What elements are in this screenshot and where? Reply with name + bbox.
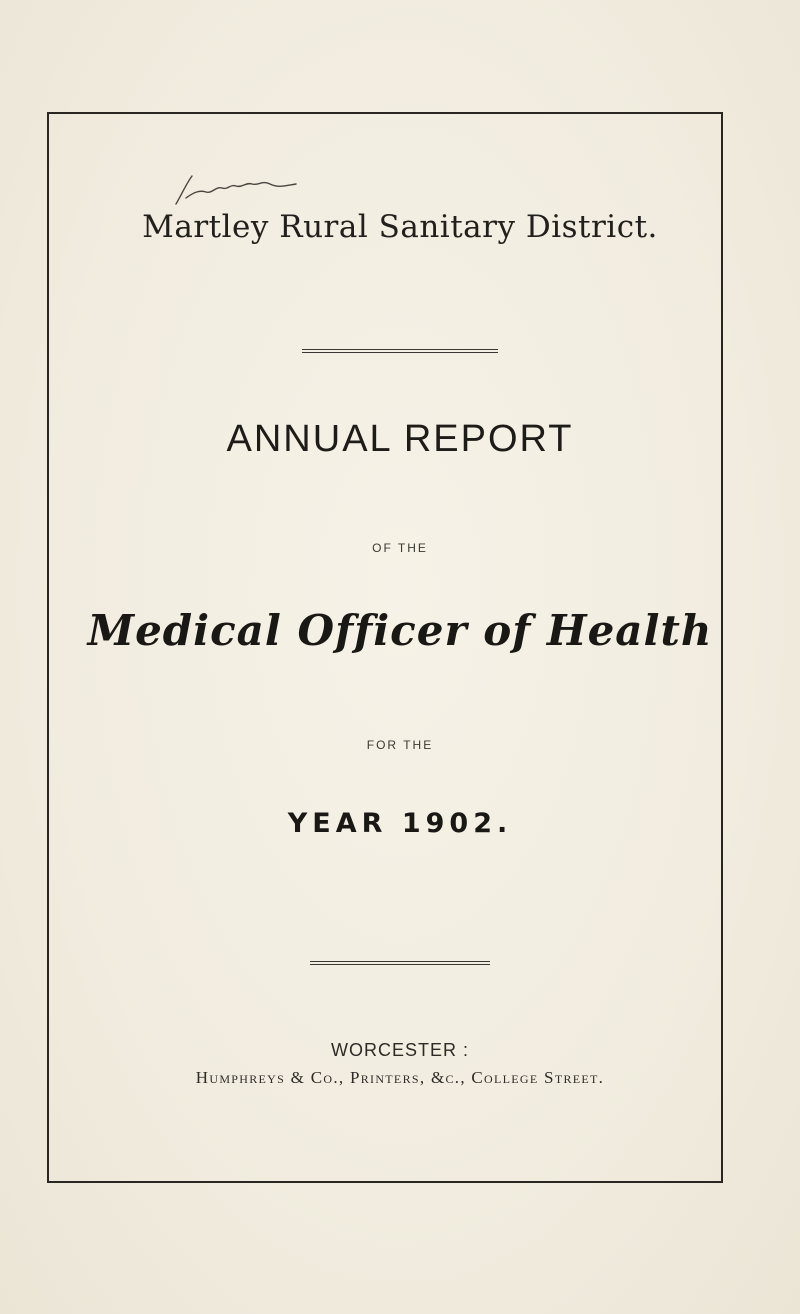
annual-report-heading: ANNUAL REPORT: [226, 418, 574, 460]
for-the-label: FOR THE: [366, 738, 434, 752]
handwritten-signature: [172, 168, 302, 210]
divider-rule: [302, 349, 498, 353]
printer-imprint: Humphreys & Co., Printers, &c., College Street.: [195, 1068, 605, 1087]
medical-officer-heading: Medical Officer of Health: [87, 606, 713, 655]
divider-rule: [310, 961, 490, 965]
district-title: Martley Rural Sanitary District.: [142, 209, 658, 245]
place-of-printing: WORCESTER :: [330, 1040, 469, 1060]
year-heading: YEAR 1902.: [287, 808, 513, 839]
of-the-label: OF THE: [372, 541, 428, 555]
